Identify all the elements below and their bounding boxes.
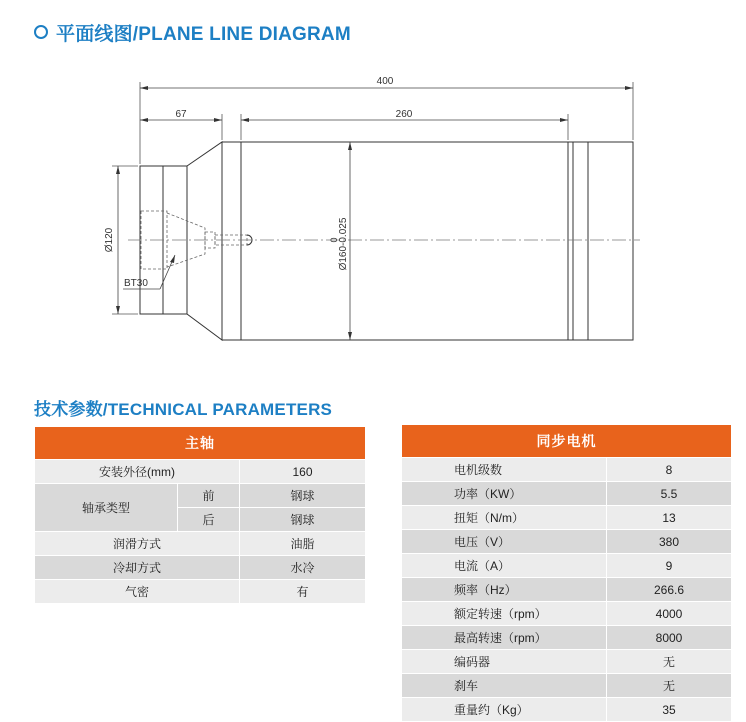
main-body <box>241 142 568 340</box>
lubrication-value: 油脂 <box>240 532 366 556</box>
table-row <box>35 580 366 604</box>
bearing-rear-label: 后 <box>178 508 240 532</box>
motor-table <box>401 424 732 722</box>
motor-param-value: 5.5 <box>607 482 732 506</box>
table-row <box>402 578 732 602</box>
table-row <box>35 532 366 556</box>
motor-param-label: 额定转速（rpm） <box>402 602 607 626</box>
front-transition <box>187 142 222 340</box>
install-diameter-value: 160 <box>240 460 366 484</box>
lubrication-label: 润滑方式 <box>35 532 240 556</box>
rear-ring-1 <box>568 142 573 340</box>
dim-body-dia-tol: 0 <box>329 237 339 243</box>
dim-front-label: 67 <box>175 109 187 120</box>
motor-param-value: 4000 <box>607 602 732 626</box>
dim-total-label: 400 <box>376 76 394 87</box>
air-seal-value: 有 <box>240 580 366 604</box>
table-row <box>402 674 732 698</box>
motor-param-label: 重量约（Kg） <box>402 698 607 722</box>
bearing-front-value: 钢球 <box>240 484 366 508</box>
motor-param-value: 9 <box>607 554 732 578</box>
motor-param-label: 编码器 <box>402 650 607 674</box>
body-step <box>222 142 241 340</box>
motor-param-label: 最高转速（rpm） <box>402 626 607 650</box>
rear-cap <box>588 142 633 340</box>
table-row <box>402 626 732 650</box>
motor-param-value: 13 <box>607 506 732 530</box>
bearing-type-label: 轴承类型 <box>35 484 178 532</box>
table-row <box>35 556 366 580</box>
spindle-table-header: 主轴 <box>35 427 366 460</box>
table-row <box>402 530 732 554</box>
table-row <box>402 482 732 506</box>
motor-param-value: 35 <box>607 698 732 722</box>
table-row <box>402 458 732 482</box>
motor-param-label: 扭矩（N/m） <box>402 506 607 530</box>
motor-param-label: 功率（KW） <box>402 482 607 506</box>
table-row <box>402 650 732 674</box>
table-row <box>35 484 366 508</box>
table-row <box>402 602 732 626</box>
dim-body-label: 260 <box>395 109 413 120</box>
dim-body-dia-label: Ø160-0.025 <box>338 217 349 271</box>
motor-table-header: 同步电机 <box>402 425 732 458</box>
table-row <box>402 506 732 530</box>
spindle-table <box>34 426 366 604</box>
table-row <box>35 460 366 484</box>
motor-param-value: 266.6 <box>607 578 732 602</box>
air-seal-label: 气密 <box>35 580 240 604</box>
motor-param-value: 380 <box>607 530 732 554</box>
bearing-front-label: 前 <box>178 484 240 508</box>
motor-param-label: 电压（V） <box>402 530 607 554</box>
motor-param-label: 电机级数 <box>402 458 607 482</box>
install-diameter-label: 安装外径(mm) <box>35 460 240 484</box>
table-row <box>402 698 732 722</box>
motor-param-label: 刹车 <box>402 674 607 698</box>
motor-param-value: 无 <box>607 674 732 698</box>
cooling-label: 冷却方式 <box>35 556 240 580</box>
table-row <box>402 554 732 578</box>
motor-param-value: 8 <box>607 458 732 482</box>
motor-param-label: 电流（A） <box>402 554 607 578</box>
motor-param-value: 无 <box>607 650 732 674</box>
motor-param-value: 8000 <box>607 626 732 650</box>
rear-ring-2 <box>573 142 588 340</box>
bearing-rear-value: 钢球 <box>240 508 366 532</box>
params-section-title: 技术参数/TECHNICAL PARAMETERS <box>34 400 333 419</box>
motor-param-label: 频率（Hz） <box>402 578 607 602</box>
diagram-section-title: 平面线图/PLANE LINE DIAGRAM <box>34 19 351 46</box>
taper-label: BT30 <box>124 278 148 289</box>
dim-front-dia-label: Ø120 <box>104 227 115 253</box>
cooling-value: 水冷 <box>240 556 366 580</box>
